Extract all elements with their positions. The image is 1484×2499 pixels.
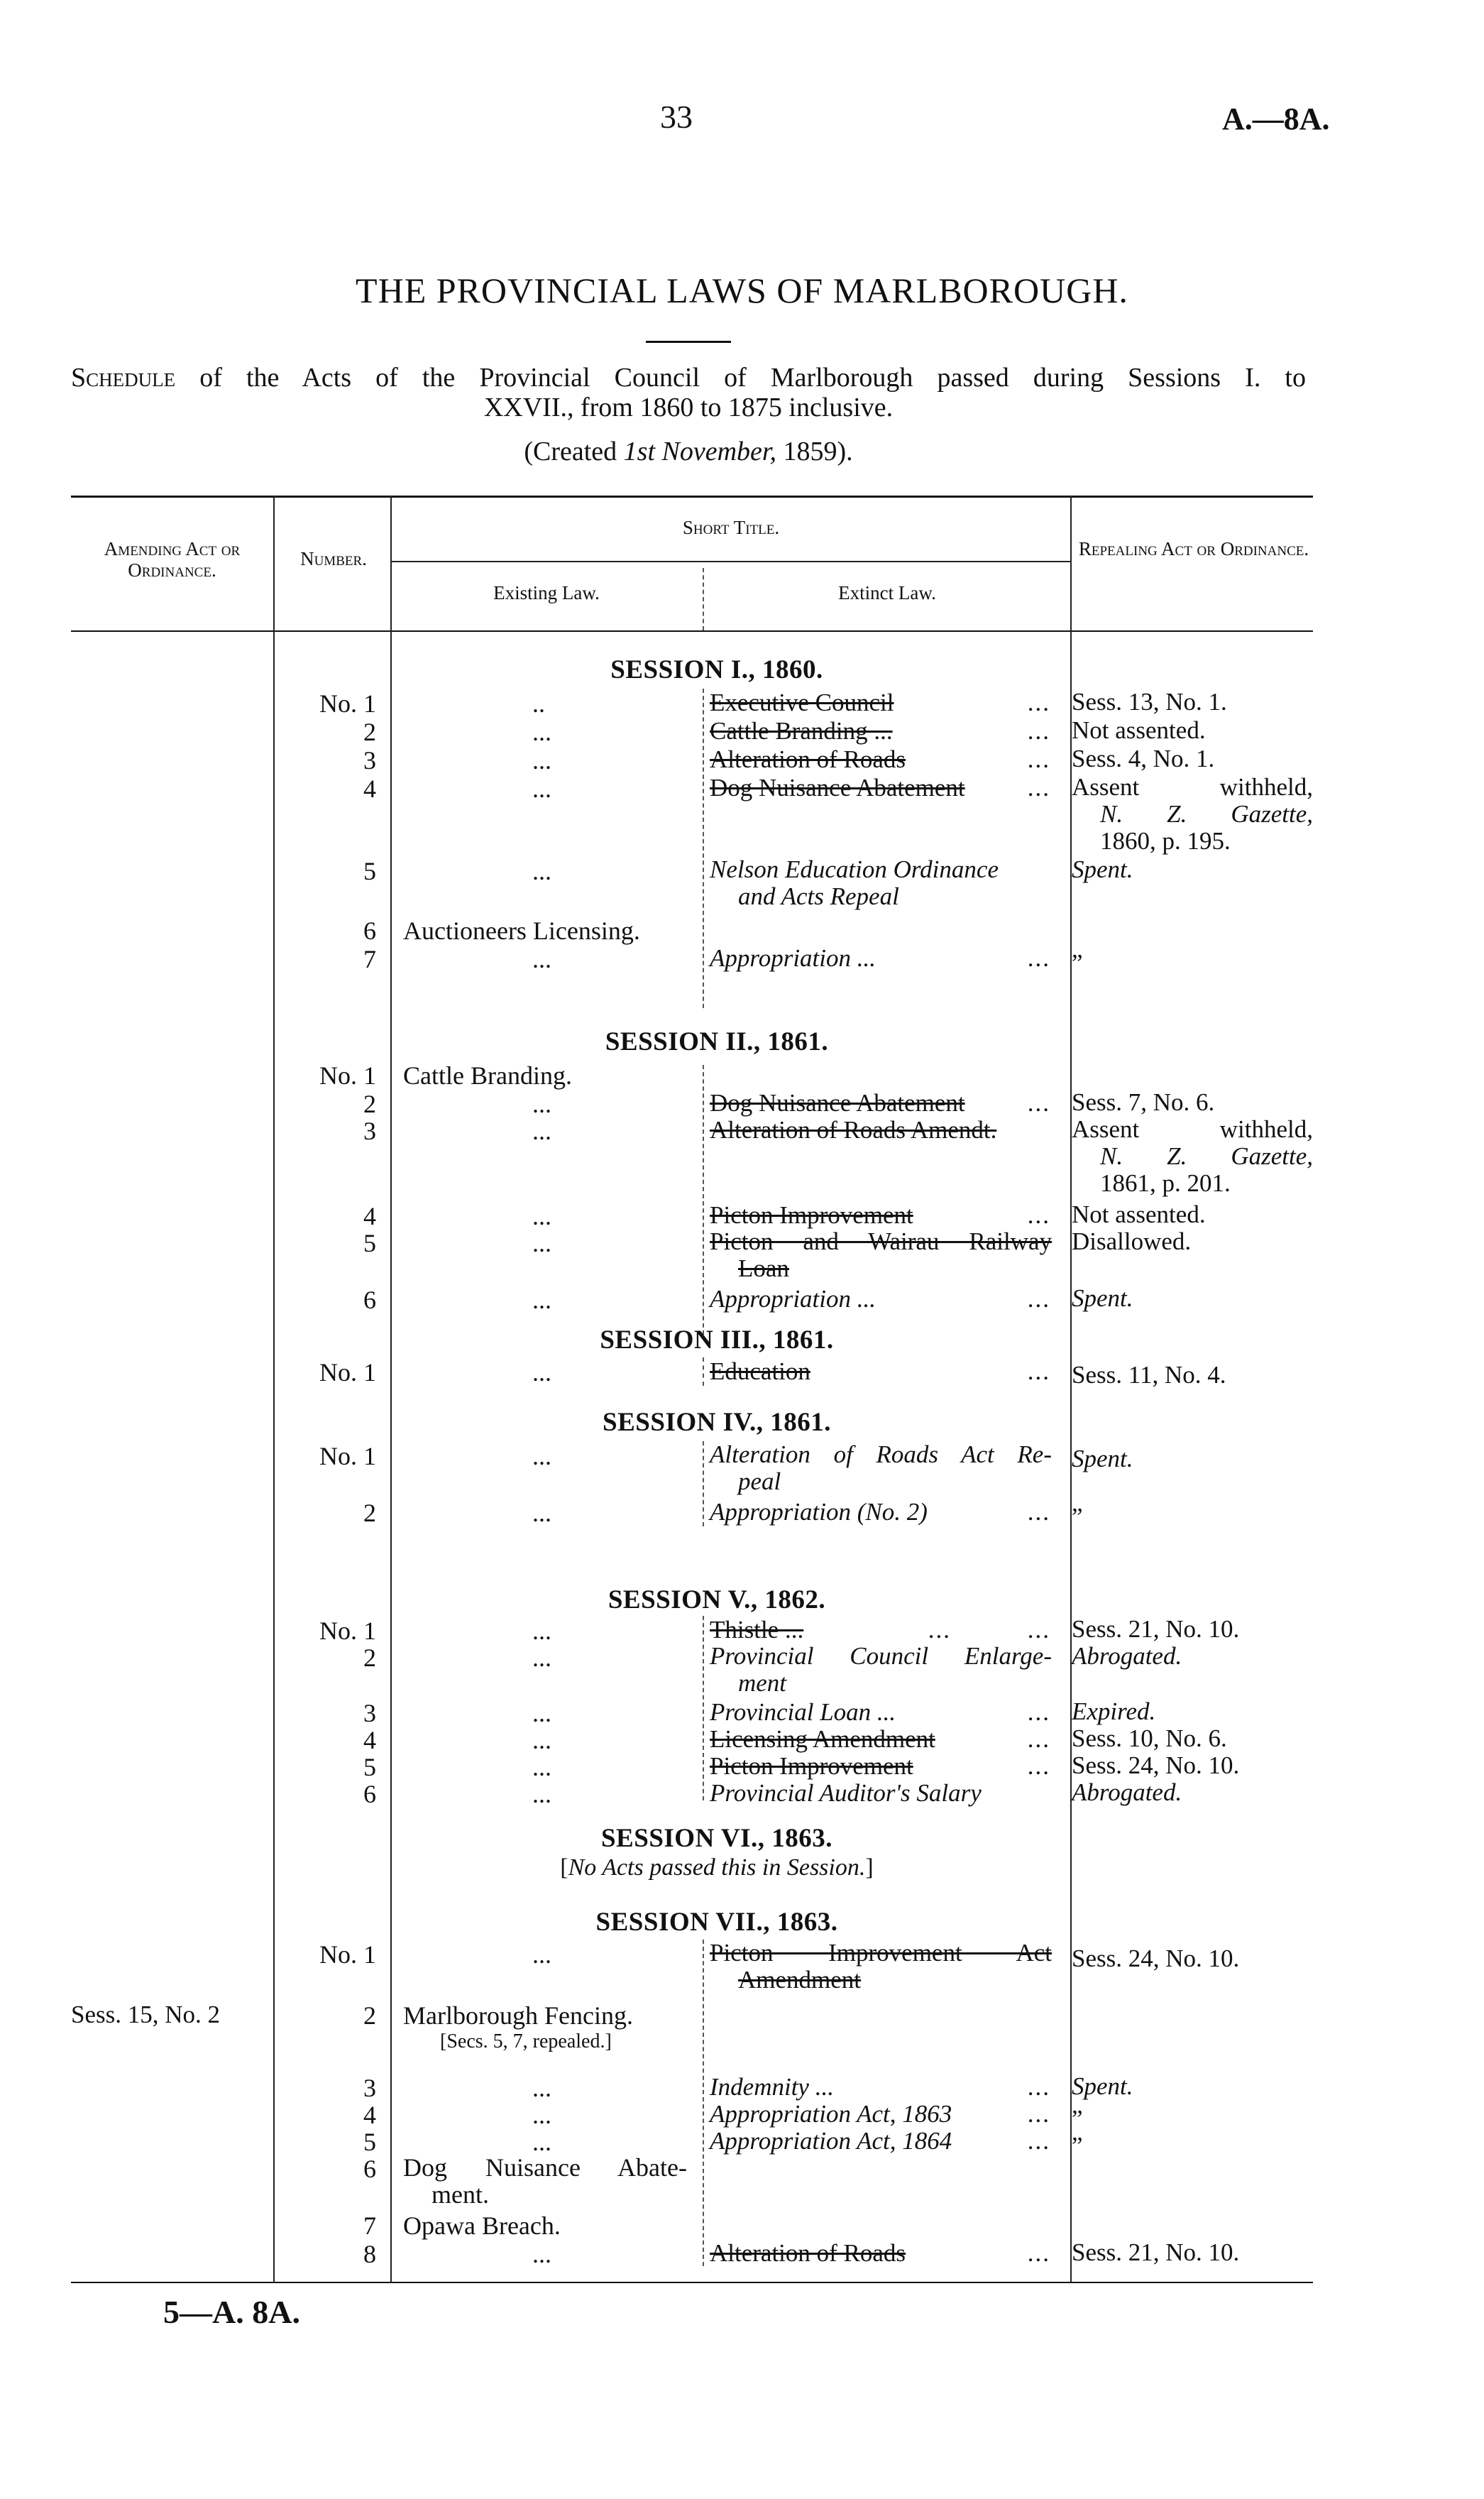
existing-law: ... — [532, 746, 551, 775]
col-divider-3-header — [703, 568, 704, 630]
existing-law: ... — [532, 1286, 551, 1314]
repealing-act: Sess. 11, No. 4. — [1072, 1361, 1226, 1389]
title-rule — [646, 341, 731, 343]
row-number: 4 — [363, 1202, 376, 1230]
existing-law: ... — [532, 857, 551, 885]
extinct-law: Thistle ... ... ... — [710, 1616, 1050, 1644]
existing-law: ... — [532, 2101, 551, 2129]
session-note: [No Acts passed this in Session.] — [560, 1854, 874, 1881]
repealing-act: Not assented. — [1072, 716, 1206, 744]
page-number: 33 — [660, 99, 693, 135]
existing-law: Marlborough Fencing. — [403, 2001, 633, 2030]
row-number: 3 — [363, 1117, 376, 1145]
extinct-law: Provincial Council Enlarge- ment — [710, 1642, 1052, 1697]
existing-law: ... — [532, 775, 551, 803]
table-top-rule — [71, 496, 1313, 498]
repealing-act: Assent withheld, N. Z. Gazette, 1860, p. 195. — [1072, 773, 1313, 855]
existing-law: .. — [532, 689, 545, 718]
row-number: 6 — [363, 2155, 376, 2183]
extinct-law: Cattle Branding ... ... — [710, 717, 1050, 745]
existing-law: ... — [532, 2128, 551, 2156]
existing-law: ... — [532, 1442, 551, 1470]
row-number: 3 — [363, 2074, 376, 2102]
extinct-law: Appropriation Act, 1863 ... — [710, 2100, 1050, 2128]
schedule-description — [71, 362, 1306, 393]
extinct-law: Appropriation Act, 1864 ... — [710, 2127, 1050, 2155]
existing-law: ... — [532, 1229, 551, 1257]
extinct-law: Picton and Wairau Railway Loan — [710, 1227, 1052, 1282]
repealing-act: Expired. — [1072, 1697, 1156, 1725]
existing-law: ... — [532, 1940, 551, 1969]
footer-signature: 5—A. 8A. — [163, 2294, 300, 2330]
session-heading: SESSION II., 1861. — [605, 1027, 829, 1056]
extinct-law: Alteration of Roads ... — [710, 2239, 1050, 2267]
created-date: (Created 1st November, 1859). — [524, 437, 853, 466]
extinct-law: Nelson Education Ordinance and Acts Repeal — [710, 855, 999, 910]
row-number: 6 — [363, 917, 376, 945]
repealing-act: Sess. 4, No. 1. — [1072, 745, 1215, 772]
row-number: 2 — [363, 1090, 376, 1118]
extinct-law: Dog Nuisance Abatement ... — [710, 1089, 1050, 1117]
short-title-rule — [392, 561, 1070, 562]
extinct-law: Licensing Amendment ... — [710, 1725, 1050, 1753]
extinct-law: Appropriation ... ... — [710, 1285, 1050, 1313]
session-heading: SESSION V., 1862. — [608, 1585, 826, 1614]
extinct-law: Alteration of Roads Amendt. — [710, 1116, 997, 1144]
repealing-act: Abrogated. — [1072, 1778, 1182, 1806]
repealing-act: Sess. 13, No. 1. — [1072, 688, 1227, 716]
col-header-repealing: Repealing Act or Ordinance. — [1078, 538, 1309, 559]
row-number: 2 — [363, 2001, 376, 2030]
row-number: No. 1 — [319, 1940, 376, 1969]
row-number: 2 — [363, 1644, 376, 1672]
row-number: 6 — [363, 1780, 376, 1808]
row-number: 8 — [363, 2240, 376, 2268]
existing-law: ... — [532, 1780, 551, 1808]
extinct-law: Appropriation (No. 2) ... — [710, 1498, 1050, 1526]
repealing-act: Spent. — [1072, 1284, 1133, 1312]
repealing-act: Abrogated. — [1072, 1642, 1182, 1670]
repealing-act: ” — [1072, 1503, 1083, 1531]
repealing-act: Sess. 10, No. 6. — [1072, 1724, 1227, 1752]
col-divider-2 — [390, 496, 392, 2282]
row-number: No. 1 — [319, 1358, 376, 1387]
row-number: 7 — [363, 2211, 376, 2240]
repealing-act: Not assented. — [1072, 1201, 1206, 1228]
col-header-short-title: Short Title. — [682, 517, 780, 538]
repealing-act: Sess. 7, No. 6. — [1072, 1088, 1215, 1116]
extinct-law: Picton Improvement ... — [710, 1752, 1050, 1780]
repealing-act: Sess. 24, No. 10. — [1072, 1751, 1240, 1779]
session-heading: SESSION III., 1861. — [600, 1325, 834, 1355]
row-number: 5 — [363, 1753, 376, 1781]
existing-law: Dog Nuisance Abate- ment. — [403, 2153, 687, 2209]
session-heading: SESSION IV., 1861. — [603, 1408, 831, 1437]
schedule-lead: Schedule — [71, 363, 176, 393]
row-number: 3 — [363, 1699, 376, 1727]
extinct-law: Provincial Auditor's Salary — [710, 1779, 982, 1807]
repealing-act: ” — [1072, 2132, 1083, 2160]
existing-law: ... — [532, 1499, 551, 1527]
extinct-law: Alteration of Roads ... — [710, 745, 1050, 773]
extinct-law: Dog Nuisance Abatement ... — [710, 774, 1050, 802]
existing-law: Auctioneers Licensing. — [403, 917, 640, 945]
existing-law: ... — [532, 1699, 551, 1727]
document-title: THE PROVINCIAL LAWS OF MARLBOROUGH. — [356, 270, 1128, 310]
col-header-number: Number. — [300, 548, 367, 569]
document-reference: A.—8A. — [1222, 102, 1330, 136]
row-number: 5 — [363, 857, 376, 885]
row-number: 3 — [363, 746, 376, 775]
row-number: 4 — [363, 775, 376, 803]
extinct-law: Education ... — [710, 1357, 1050, 1385]
amending-act: Sess. 15, No. 2 — [71, 2001, 221, 2028]
repealing-act: Spent. — [1072, 1445, 1133, 1472]
existing-law: ... — [532, 945, 551, 973]
existing-law: ... — [532, 2240, 551, 2268]
existing-law: ... — [532, 1358, 551, 1387]
existing-law: Cattle Branding. — [403, 1061, 572, 1090]
header-bottom-rule — [71, 630, 1313, 632]
repealing-act: Sess. 21, No. 10. — [1072, 1615, 1240, 1643]
col-header-existing: Existing Law. — [493, 582, 600, 603]
repealing-act: ” — [1072, 2105, 1083, 2133]
table-bottom-rule — [71, 2282, 1313, 2283]
extinct-law: Provincial Loan ... ... — [710, 1698, 1050, 1726]
row-number: No. 1 — [319, 1617, 376, 1645]
extinct-law: Picton Improvement Act Amendment — [710, 1939, 1052, 1994]
col-header-amending: Amending Act or Ordinance. — [104, 538, 241, 581]
row-number: 2 — [363, 718, 376, 746]
existing-law: ... — [532, 2074, 551, 2102]
repealing-act: Sess. 24, No. 10. — [1072, 1945, 1240, 1972]
session-heading: SESSION VI., 1863. — [600, 1824, 832, 1853]
row-number: 7 — [363, 945, 376, 973]
row-number: No. 1 — [319, 1442, 376, 1470]
existing-law: ... — [532, 1090, 551, 1118]
schedule-line-1: of the Acts of the Provincial Council of Marlborough passed during Sessions I. to — [199, 363, 1306, 393]
repealing-act: Sess. 21, No. 10. — [1072, 2238, 1240, 2266]
repealing-act: Disallowed. — [1072, 1227, 1192, 1255]
extinct-law: Alteration of Roads Act Re- peal — [710, 1440, 1052, 1495]
existing-law: ... — [532, 1617, 551, 1645]
schedule-line-2: XXVII., from 1860 to 1875 inclusive. — [483, 393, 894, 422]
repealing-act: Spent. — [1072, 855, 1133, 883]
existing-law: ... — [532, 718, 551, 746]
existing-law: ... — [532, 1726, 551, 1754]
extinct-law: Picton Improvement ... — [710, 1201, 1050, 1229]
row-number: 4 — [363, 1726, 376, 1754]
row-number: No. 1 — [319, 689, 376, 718]
extinct-law: Indemnity ... ... — [710, 2073, 1050, 2101]
col-header-extinct: Extinct Law. — [838, 582, 936, 603]
existing-law: ... — [532, 1202, 551, 1230]
row-number: 2 — [363, 1499, 376, 1527]
existing-law: Opawa Breach. — [403, 2211, 561, 2240]
row-number: No. 1 — [319, 1061, 376, 1090]
existing-law: ... — [532, 1117, 551, 1145]
session-heading: SESSION I., 1860. — [610, 655, 823, 684]
row-number: 6 — [363, 1286, 376, 1314]
row-number: 5 — [363, 1229, 376, 1257]
row-number: 4 — [363, 2101, 376, 2129]
repealing-act: ” — [1072, 949, 1083, 977]
session-heading: SESSION VII., 1863. — [595, 1908, 838, 1937]
row-number: 5 — [363, 2128, 376, 2156]
extinct-law: Executive Council ... — [710, 689, 1050, 716]
existing-law: ... — [532, 1753, 551, 1781]
repealing-act: Spent. — [1072, 2072, 1133, 2100]
existing-law: ... — [532, 1644, 551, 1672]
extinct-law: Appropriation ... ... — [710, 944, 1050, 972]
repealing-act: Assent withheld, N. Z. Gazette, 1861, p. 201. — [1072, 1115, 1313, 1197]
existing-law-note: [Secs. 5, 7, repealed.] — [440, 2030, 612, 2052]
